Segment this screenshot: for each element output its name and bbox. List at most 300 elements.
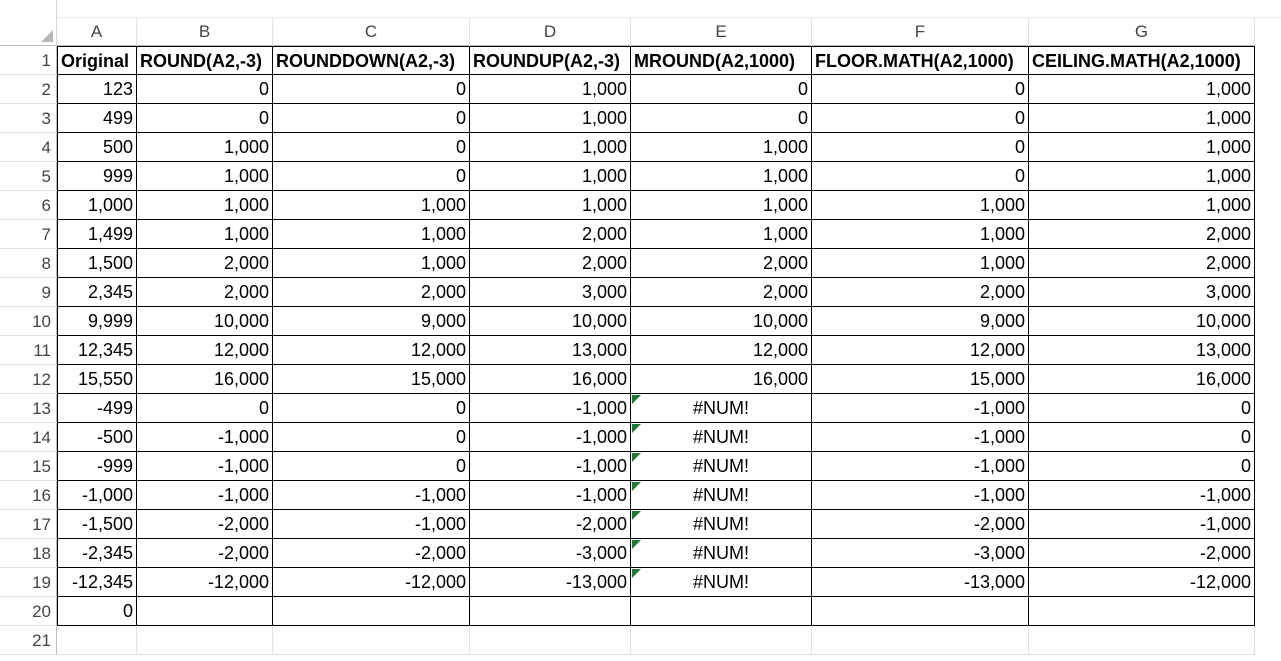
- cell-value: ROUND(A2,-3): [140, 51, 263, 71]
- data-cell[interactable]: [57, 365, 137, 394]
- cell-value: 1,000: [581, 79, 627, 99]
- cell-value: 0: [797, 108, 808, 128]
- cell-value: 3,000: [1205, 282, 1251, 302]
- cell-value: -1,000: [217, 485, 269, 505]
- data-cell[interactable]: [812, 307, 1029, 336]
- data-cell[interactable]: [631, 191, 812, 220]
- data-cell[interactable]: [470, 249, 631, 278]
- header-cell[interactable]: [631, 46, 812, 75]
- cell-value: 0: [1240, 398, 1251, 418]
- cell-value: 12,000: [410, 340, 466, 360]
- data-cell[interactable]: [631, 597, 812, 626]
- data-cell[interactable]: [1029, 162, 1255, 191]
- data-cell[interactable]: [1029, 481, 1255, 510]
- cell-value: 123: [102, 79, 133, 99]
- cell-value: 2,345: [87, 282, 133, 302]
- cell-value: 2,000: [420, 282, 466, 302]
- error-indicator-icon[interactable]: [632, 453, 641, 462]
- cell-value: 0: [122, 601, 133, 621]
- cell-value: -1,000: [973, 456, 1025, 476]
- cell-value: FLOOR.MATH(A2,1000): [815, 51, 1014, 71]
- cell-value: 0: [455, 398, 466, 418]
- data-cell[interactable]: [137, 162, 273, 191]
- cell-value: 2,000: [581, 253, 627, 273]
- cell-value: #NUM!: [692, 543, 749, 563]
- cell-value: -2,000: [217, 543, 269, 563]
- data-cell[interactable]: [1029, 539, 1255, 568]
- error-cell[interactable]: [631, 394, 812, 423]
- cell-value: 1,000: [581, 108, 627, 128]
- data-cell[interactable]: [470, 510, 631, 539]
- data-cell[interactable]: [1029, 452, 1255, 481]
- cell-value: 0: [797, 79, 808, 99]
- data-cell[interactable]: [137, 191, 273, 220]
- cell-value: 0: [455, 79, 466, 99]
- row-header-15[interactable]: 15: [0, 452, 57, 481]
- cell-value: -3,000: [575, 543, 627, 563]
- cell-value: 0: [455, 137, 466, 157]
- cell-value: -1,000: [973, 398, 1025, 418]
- data-cell[interactable]: [812, 452, 1029, 481]
- row-header-16[interactable]: 16: [0, 481, 57, 510]
- data-cell[interactable]: [1029, 220, 1255, 249]
- data-cell[interactable]: [470, 539, 631, 568]
- cell-value: 1,000: [420, 224, 466, 244]
- cell-value: 1,000: [1205, 195, 1251, 215]
- cell-value: 16,000: [752, 369, 808, 389]
- cell-value: -12,000: [207, 572, 269, 592]
- data-cell[interactable]: [470, 365, 631, 394]
- cell-value: -3,000: [973, 543, 1025, 563]
- data-cell[interactable]: [57, 336, 137, 365]
- data-cell[interactable]: [812, 75, 1029, 104]
- error-cell[interactable]: [631, 423, 812, 452]
- cell-value: -999: [96, 456, 133, 476]
- data-cell[interactable]: [812, 597, 1029, 626]
- cell-value: 1,000: [223, 137, 269, 157]
- data-cell[interactable]: [137, 597, 273, 626]
- cell-value: 1,000: [762, 224, 808, 244]
- cell-value: 1,000: [762, 195, 808, 215]
- data-cell[interactable]: [273, 481, 470, 510]
- row-header-5[interactable]: 5: [0, 162, 57, 191]
- data-cell[interactable]: [812, 278, 1029, 307]
- data-cell[interactable]: [1029, 336, 1255, 365]
- data-cell[interactable]: [57, 452, 137, 481]
- cell-value: -1,000: [81, 485, 133, 505]
- column-header-f[interactable]: F: [812, 18, 1029, 46]
- row-header-4[interactable]: 4: [0, 133, 57, 162]
- data-cell[interactable]: [273, 597, 470, 626]
- cell-value: 499: [102, 108, 133, 128]
- cell-value: -13,000: [963, 572, 1025, 592]
- error-indicator-icon[interactable]: [632, 482, 641, 491]
- cell-value: -2,000: [1199, 543, 1251, 563]
- data-cell[interactable]: [57, 597, 137, 626]
- data-cell[interactable]: [57, 75, 137, 104]
- cell-value: 1,000: [1205, 137, 1251, 157]
- data-cell[interactable]: [812, 191, 1029, 220]
- cell-value: CEILING.MATH(A2,1000): [1032, 51, 1241, 71]
- data-cell[interactable]: [631, 249, 812, 278]
- data-cell[interactable]: [57, 394, 137, 423]
- data-cell[interactable]: [1029, 568, 1255, 597]
- row-header-17[interactable]: 17: [0, 510, 57, 539]
- data-cell[interactable]: [137, 510, 273, 539]
- data-cell[interactable]: [57, 307, 137, 336]
- cell-value: 1,000: [223, 224, 269, 244]
- cell-value: -12,345: [71, 572, 133, 592]
- data-cell[interactable]: [137, 452, 273, 481]
- row-header-7[interactable]: 7: [0, 220, 57, 249]
- cell-value: 0: [455, 427, 466, 447]
- data-cell[interactable]: [812, 104, 1029, 133]
- cell-value: 15,000: [410, 369, 466, 389]
- data-cell[interactable]: [273, 307, 470, 336]
- cell-value: -1,000: [1199, 485, 1251, 505]
- data-cell[interactable]: [273, 365, 470, 394]
- cell-value: 0: [1014, 108, 1025, 128]
- cell-value: 10,000: [213, 311, 269, 331]
- header-cell[interactable]: [137, 46, 273, 75]
- row-header-18[interactable]: 18: [0, 539, 57, 568]
- cell-value: 15,550: [77, 369, 133, 389]
- error-cell[interactable]: [631, 481, 812, 510]
- row-header-12[interactable]: 12: [0, 365, 57, 394]
- row-header-9[interactable]: 9: [0, 278, 57, 307]
- data-cell[interactable]: [631, 278, 812, 307]
- cell-value: 15,000: [969, 369, 1025, 389]
- data-cell[interactable]: [812, 220, 1029, 249]
- data-cell[interactable]: [470, 162, 631, 191]
- cell-value: #NUM!: [692, 514, 749, 534]
- column-header-c[interactable]: C: [273, 18, 470, 46]
- data-cell[interactable]: [812, 365, 1029, 394]
- cell-value: 2,000: [762, 253, 808, 273]
- cell-value: -1,000: [1199, 514, 1251, 534]
- empty-cell[interactable]: [137, 626, 273, 655]
- cell-value: 1,000: [979, 195, 1025, 215]
- cell-value: 1,000: [581, 137, 627, 157]
- cell-value: -1,000: [414, 485, 466, 505]
- cell-value: -1,000: [217, 456, 269, 476]
- cell-value: 12,000: [969, 340, 1025, 360]
- cell-value: -12,000: [1189, 572, 1251, 592]
- cell-value: -1,000: [973, 427, 1025, 447]
- data-cell[interactable]: [1029, 307, 1255, 336]
- data-cell[interactable]: [631, 220, 812, 249]
- data-cell[interactable]: [273, 191, 470, 220]
- empty-cell[interactable]: [812, 626, 1029, 655]
- data-cell[interactable]: [812, 336, 1029, 365]
- row-header-8[interactable]: 8: [0, 249, 57, 278]
- data-cell[interactable]: [812, 568, 1029, 597]
- data-cell[interactable]: [137, 365, 273, 394]
- cell-value: 2,000: [1205, 253, 1251, 273]
- cell-value: -2,000: [217, 514, 269, 534]
- data-cell[interactable]: [273, 133, 470, 162]
- cell-value: 16,000: [571, 369, 627, 389]
- data-cell[interactable]: [1029, 394, 1255, 423]
- error-indicator-icon[interactable]: [632, 424, 641, 433]
- cell-value: #NUM!: [692, 398, 749, 418]
- cell-value: 1,499: [87, 224, 133, 244]
- data-cell[interactable]: [137, 278, 273, 307]
- data-cell[interactable]: [631, 307, 812, 336]
- cell-value: 1,000: [979, 253, 1025, 273]
- cell-value: -12,000: [404, 572, 466, 592]
- data-cell[interactable]: [812, 394, 1029, 423]
- cell-value: -500: [96, 427, 133, 447]
- error-indicator-icon[interactable]: [632, 395, 641, 404]
- column-header-e[interactable]: E: [631, 18, 812, 46]
- data-cell[interactable]: [57, 249, 137, 278]
- data-cell[interactable]: [137, 394, 273, 423]
- error-cell[interactable]: [631, 510, 812, 539]
- cell-value: -1,000: [414, 514, 466, 534]
- data-cell[interactable]: [1029, 133, 1255, 162]
- data-cell[interactable]: [57, 162, 137, 191]
- cell-value: 1,000: [420, 253, 466, 273]
- row-header-20[interactable]: 20: [0, 597, 57, 626]
- error-indicator-icon[interactable]: [632, 569, 641, 578]
- cell-value: MROUND(A2,1000): [634, 51, 796, 71]
- cell-value: 1,000: [762, 137, 808, 157]
- cell-value: 9,999: [87, 311, 133, 331]
- data-cell[interactable]: [1029, 191, 1255, 220]
- data-cell[interactable]: [470, 133, 631, 162]
- cell-value: 2,000: [762, 282, 808, 302]
- cell-value: 12,345: [77, 340, 133, 360]
- data-cell[interactable]: [470, 597, 631, 626]
- data-cell[interactable]: [273, 568, 470, 597]
- data-cell[interactable]: [631, 75, 812, 104]
- cell-value: 1,000: [87, 195, 133, 215]
- cell-value: Original: [61, 51, 130, 71]
- error-indicator-icon[interactable]: [632, 511, 641, 520]
- data-cell[interactable]: [273, 423, 470, 452]
- data-cell[interactable]: [57, 104, 137, 133]
- cell-value: -1,000: [217, 427, 269, 447]
- row-header-10[interactable]: 10: [0, 307, 57, 336]
- select-all-corner[interactable]: [0, 0, 57, 46]
- data-cell[interactable]: [1029, 75, 1255, 104]
- header-cell[interactable]: [812, 46, 1029, 75]
- cell-value: 0: [455, 166, 466, 186]
- cell-value: 2,000: [1205, 224, 1251, 244]
- data-cell[interactable]: [273, 162, 470, 191]
- data-cell[interactable]: [1029, 423, 1255, 452]
- data-cell[interactable]: [137, 104, 273, 133]
- data-cell[interactable]: [812, 133, 1029, 162]
- header-cell[interactable]: [470, 46, 631, 75]
- cell-value: 10,000: [571, 311, 627, 331]
- cell-value: -2,000: [973, 514, 1025, 534]
- row-header-3[interactable]: 3: [0, 104, 57, 133]
- column-header-g[interactable]: G: [1029, 18, 1255, 46]
- cell-value: 13,000: [1195, 340, 1251, 360]
- data-cell[interactable]: [812, 162, 1029, 191]
- data-cell[interactable]: [812, 423, 1029, 452]
- cell-value: 16,000: [213, 369, 269, 389]
- cell-value: #NUM!: [692, 456, 749, 476]
- row-header-19[interactable]: 19: [0, 568, 57, 597]
- cell-value: -499: [96, 398, 133, 418]
- cell-value: -1,000: [973, 485, 1025, 505]
- row-header-2[interactable]: 2: [0, 75, 57, 104]
- data-cell[interactable]: [812, 539, 1029, 568]
- data-cell[interactable]: [470, 75, 631, 104]
- data-cell[interactable]: [470, 336, 631, 365]
- error-cell[interactable]: [631, 568, 812, 597]
- cell-value: 1,500: [87, 253, 133, 273]
- data-cell[interactable]: [470, 307, 631, 336]
- cell-value: 1,000: [1205, 79, 1251, 99]
- data-cell[interactable]: [57, 481, 137, 510]
- header-cell[interactable]: [1029, 46, 1255, 75]
- data-cell[interactable]: [470, 104, 631, 133]
- data-cell[interactable]: [57, 510, 137, 539]
- cell-value: 0: [1014, 137, 1025, 157]
- data-cell[interactable]: [1029, 365, 1255, 394]
- cell-value: #NUM!: [692, 427, 749, 447]
- empty-cell[interactable]: [273, 626, 470, 655]
- empty-cell[interactable]: [470, 626, 631, 655]
- cell-value: 12,000: [213, 340, 269, 360]
- cell-value: 1,000: [581, 195, 627, 215]
- data-cell[interactable]: [57, 539, 137, 568]
- row-header-21[interactable]: 21: [0, 626, 57, 655]
- cell-value: 2,000: [223, 282, 269, 302]
- select-all-icon: [41, 30, 53, 42]
- data-cell[interactable]: [137, 249, 273, 278]
- cell-value: -13,000: [565, 572, 627, 592]
- row-header-11[interactable]: 11: [0, 336, 57, 365]
- data-cell[interactable]: [273, 510, 470, 539]
- cell-value: -1,000: [575, 485, 627, 505]
- data-cell[interactable]: [631, 336, 812, 365]
- column-header-d[interactable]: D: [470, 18, 631, 46]
- data-cell[interactable]: [273, 452, 470, 481]
- cell-value: 2,000: [979, 282, 1025, 302]
- data-cell[interactable]: [273, 104, 470, 133]
- data-cell[interactable]: [470, 423, 631, 452]
- data-cell[interactable]: [137, 220, 273, 249]
- row-header-6[interactable]: 6: [0, 191, 57, 220]
- data-cell[interactable]: [57, 133, 137, 162]
- data-cell[interactable]: [137, 423, 273, 452]
- cell-value: 16,000: [1195, 369, 1251, 389]
- data-cell[interactable]: [273, 249, 470, 278]
- row-header-14[interactable]: 14: [0, 423, 57, 452]
- cell-value: 13,000: [571, 340, 627, 360]
- data-cell[interactable]: [57, 220, 137, 249]
- data-cell[interactable]: [137, 75, 273, 104]
- data-cell[interactable]: [1029, 249, 1255, 278]
- data-cell[interactable]: [57, 423, 137, 452]
- data-cell[interactable]: [631, 104, 812, 133]
- data-cell[interactable]: [470, 452, 631, 481]
- data-cell[interactable]: [470, 481, 631, 510]
- cell-value: -2,000: [575, 514, 627, 534]
- cell-value: 1,000: [1205, 108, 1251, 128]
- data-cell[interactable]: [1029, 104, 1255, 133]
- data-cell[interactable]: [470, 278, 631, 307]
- data-cell[interactable]: [273, 336, 470, 365]
- error-cell[interactable]: [631, 539, 812, 568]
- cell-value: -2,345: [81, 543, 133, 563]
- data-cell[interactable]: [273, 220, 470, 249]
- cell-value: 1,000: [979, 224, 1025, 244]
- header-cell[interactable]: [57, 46, 137, 75]
- cell-value: 1,000: [420, 195, 466, 215]
- cell-value: #NUM!: [692, 572, 749, 592]
- cell-value: -1,000: [575, 456, 627, 476]
- cell-value: 999: [102, 166, 133, 186]
- empty-cell[interactable]: [57, 626, 137, 655]
- data-cell[interactable]: [273, 75, 470, 104]
- data-cell[interactable]: [470, 568, 631, 597]
- data-cell[interactable]: [812, 481, 1029, 510]
- cell-value: 1,000: [1205, 166, 1251, 186]
- data-cell[interactable]: [812, 249, 1029, 278]
- empty-cell[interactable]: [631, 626, 812, 655]
- cell-value: 1,000: [762, 166, 808, 186]
- row-header-1[interactable]: 1: [0, 46, 57, 75]
- error-cell[interactable]: [631, 452, 812, 481]
- data-cell[interactable]: [273, 394, 470, 423]
- data-cell[interactable]: [57, 278, 137, 307]
- data-cell[interactable]: [470, 394, 631, 423]
- cell-value: 2,000: [223, 253, 269, 273]
- cell-value: 1,000: [581, 166, 627, 186]
- data-cell[interactable]: [57, 191, 137, 220]
- data-cell[interactable]: [1029, 597, 1255, 626]
- cell-value: 12,000: [752, 340, 808, 360]
- cell-value: 0: [455, 456, 466, 476]
- data-cell[interactable]: [1029, 510, 1255, 539]
- data-cell[interactable]: [137, 568, 273, 597]
- cell-value: 1,000: [223, 195, 269, 215]
- cell-value: 10,000: [1195, 311, 1251, 331]
- cell-value: 0: [258, 398, 269, 418]
- data-cell[interactable]: [631, 133, 812, 162]
- row-header-13[interactable]: 13: [0, 394, 57, 423]
- data-cell[interactable]: [1029, 278, 1255, 307]
- error-indicator-icon[interactable]: [632, 540, 641, 549]
- column-header-b[interactable]: B: [137, 18, 273, 46]
- data-cell[interactable]: [631, 162, 812, 191]
- data-cell[interactable]: [137, 307, 273, 336]
- data-cell[interactable]: [137, 336, 273, 365]
- data-cell[interactable]: [57, 568, 137, 597]
- data-cell[interactable]: [137, 539, 273, 568]
- empty-cell[interactable]: [1029, 626, 1255, 655]
- data-cell[interactable]: [470, 191, 631, 220]
- data-cell[interactable]: [137, 481, 273, 510]
- cell-value: -1,500: [81, 514, 133, 534]
- data-cell[interactable]: [812, 510, 1029, 539]
- column-header-a[interactable]: A: [57, 18, 137, 46]
- data-cell[interactable]: [137, 133, 273, 162]
- data-cell[interactable]: [273, 539, 470, 568]
- data-cell[interactable]: [631, 365, 812, 394]
- cell-value: 0: [258, 79, 269, 99]
- data-cell[interactable]: [470, 220, 631, 249]
- data-cell[interactable]: [273, 278, 470, 307]
- cell-value: 1,000: [223, 166, 269, 186]
- header-cell[interactable]: [273, 46, 470, 75]
